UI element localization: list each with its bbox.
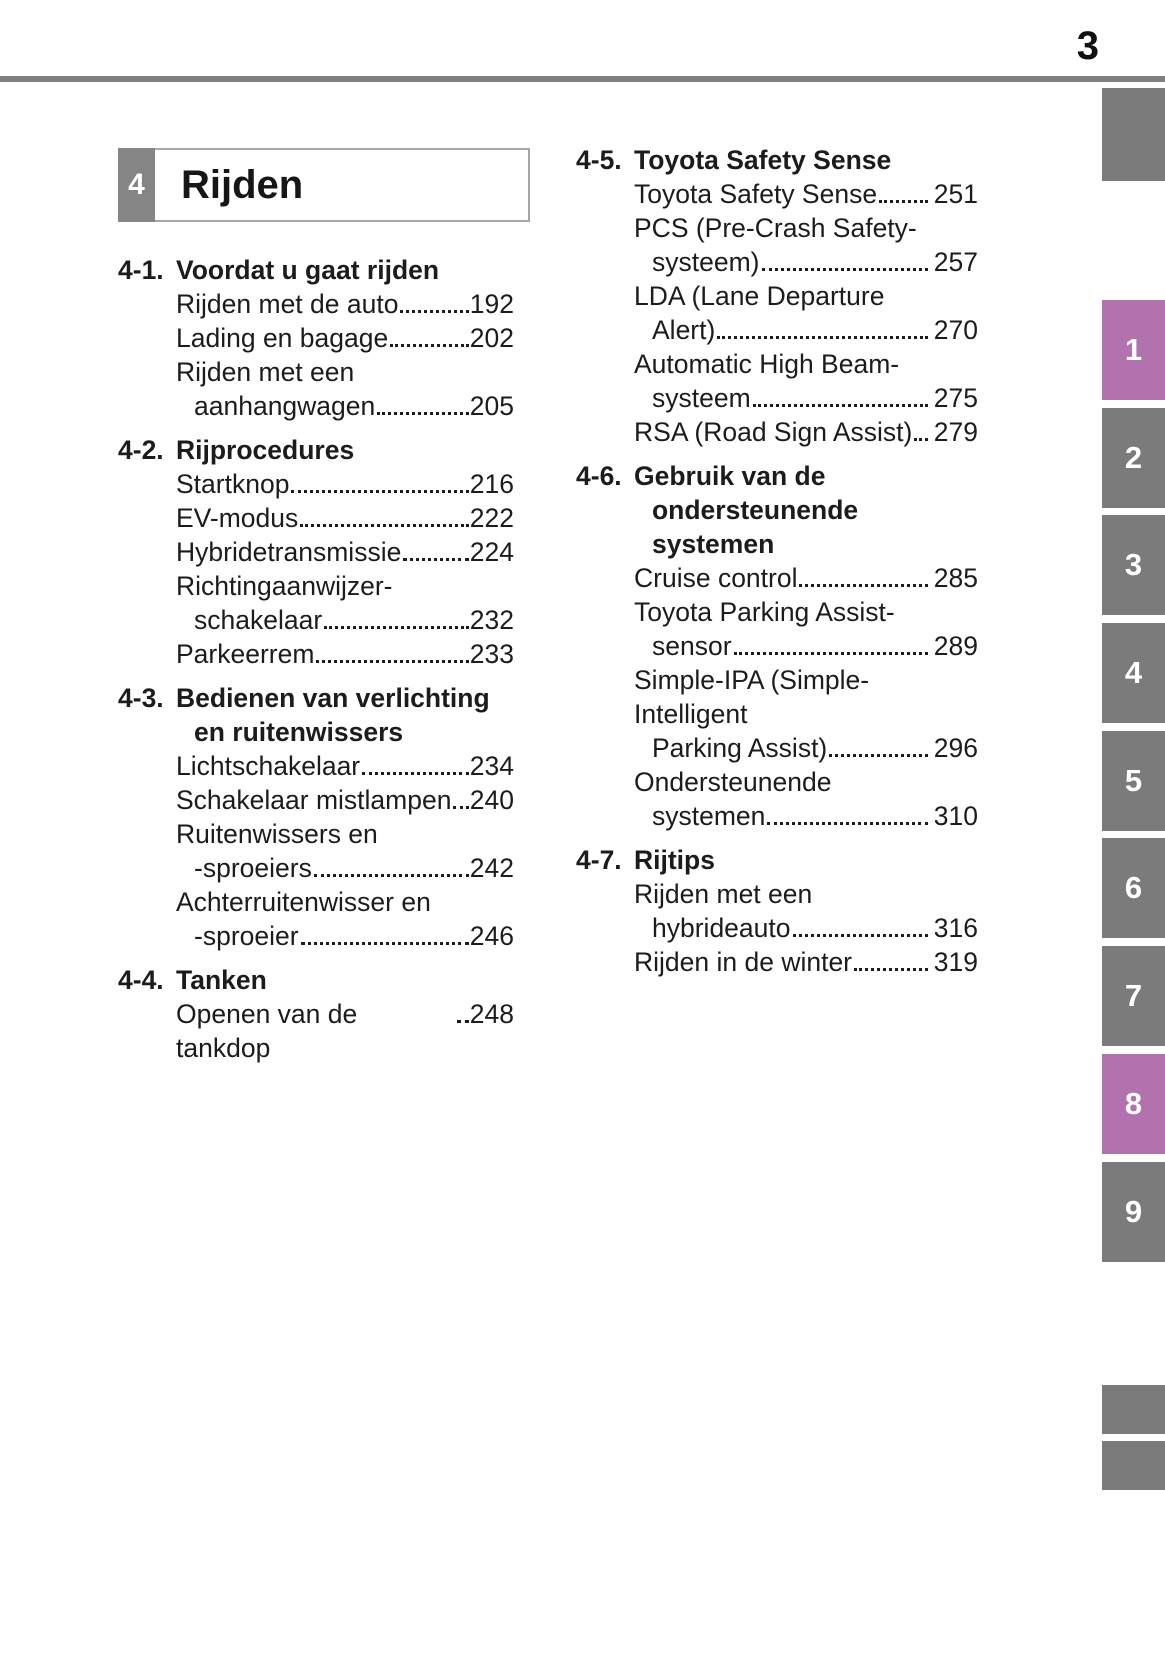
toc-entry <box>176 501 514 535</box>
toc-entry <box>176 997 514 1065</box>
dot-leader <box>400 310 468 313</box>
toc-entry-page: 224 <box>469 537 514 567</box>
section-number: 4-5. <box>576 145 622 175</box>
toc-entry <box>634 561 978 595</box>
section-entries <box>576 561 978 833</box>
toc-entry-page: 289 <box>933 631 978 661</box>
toc-entry-title: Cruise control <box>634 563 798 593</box>
toc-entry-title: Schakelaar mistlampen <box>176 785 452 815</box>
toc-entry <box>176 467 514 501</box>
dot-leader <box>734 652 928 655</box>
section-heading <box>176 963 267 997</box>
toc-entry <box>634 313 978 347</box>
dot-leader <box>793 934 928 937</box>
section-number: 4-6. <box>576 461 622 491</box>
toc-entry-page: 242 <box>469 853 514 883</box>
side-tab-blank-bottom <box>1102 1441 1165 1490</box>
section-heading-line: Toyota Safety Sense <box>634 145 892 175</box>
toc-entry-title: hybrideauto <box>652 913 791 943</box>
toc-entry-page: 251 <box>933 179 978 209</box>
toc-entry <box>634 177 978 211</box>
side-tab-9 <box>1102 1162 1165 1262</box>
toc-entry-title: Alert) <box>652 315 716 345</box>
toc-entry <box>176 749 514 783</box>
toc-entry-title-line: Automatic High Beam- <box>634 349 900 379</box>
toc-entry-page: 234 <box>469 751 514 781</box>
section-heading-line: Rijprocedures <box>176 435 355 465</box>
section-entries <box>118 749 514 953</box>
section-heading-line: Tanken <box>176 965 267 995</box>
section-heading <box>634 843 715 877</box>
side-tab-3 <box>1102 515 1165 615</box>
toc-right-column <box>576 143 978 989</box>
toc-section <box>576 843 978 979</box>
dot-leader <box>457 1020 469 1023</box>
toc-section <box>118 253 514 423</box>
toc-entry-title: systeem <box>652 383 751 413</box>
toc-entry-title: Openen van de tankdop <box>176 999 358 1063</box>
chapter-title: Rijden <box>181 162 304 207</box>
toc-entry-page: 246 <box>469 921 514 951</box>
side-tab-2 <box>1102 408 1165 508</box>
section-number: 4-1. <box>118 255 164 285</box>
top-rule <box>0 76 1165 82</box>
toc-entry-title: EV-modus <box>176 503 299 533</box>
toc-entry <box>634 731 978 765</box>
section-number: 4-3. <box>118 683 164 713</box>
side-tab-label: 2 <box>1124 440 1143 475</box>
dot-leader <box>799 584 927 587</box>
toc-entry-page: 257 <box>933 247 978 277</box>
toc-entry <box>634 945 978 979</box>
toc-entry-page: 296 <box>933 733 978 763</box>
dot-leader <box>453 806 468 809</box>
toc-entry-page: 248 <box>469 999 514 1029</box>
section-heading <box>176 253 439 287</box>
section-heading-line: en ruitenwissers <box>194 717 404 747</box>
section-heading-line: ondersteunende systemen <box>652 495 859 559</box>
toc-entry-title: schakelaar <box>194 605 323 635</box>
side-tab-label: 6 <box>1124 870 1143 905</box>
toc-entry-page: 205 <box>469 391 514 421</box>
toc-entry-page: 192 <box>469 289 514 319</box>
toc-entry-title: Startknop <box>176 469 290 499</box>
toc-entry-title: Parking Assist) <box>652 733 828 763</box>
section-number: 4-4. <box>118 965 164 995</box>
side-tab-label: 9 <box>1124 1194 1143 1229</box>
side-tab-label: 8 <box>1124 1086 1143 1121</box>
toc-entry <box>634 799 978 833</box>
toc-entry-page: 202 <box>469 323 514 353</box>
dot-leader <box>854 968 928 971</box>
toc-section <box>118 681 514 953</box>
section-heading-line: Gebruik van de <box>634 461 826 491</box>
dot-leader <box>753 404 928 407</box>
toc-entry-page: 310 <box>933 801 978 831</box>
section-entries <box>118 467 514 671</box>
toc-entry-title: systeem) <box>652 247 760 277</box>
toc-entry-title: Rijden met de auto <box>176 289 399 319</box>
side-tab-7 <box>1102 946 1165 1046</box>
toc-entry-page: 270 <box>933 315 978 345</box>
toc-entry-page: 285 <box>933 563 978 593</box>
toc-entry <box>176 919 514 953</box>
section-number: 4-2. <box>118 435 164 465</box>
dot-leader <box>301 942 469 945</box>
dot-leader <box>314 874 469 877</box>
section-entries <box>576 877 978 979</box>
toc-entry-title-line: Rijden met een <box>634 879 813 909</box>
toc-entry-title-line: Ruitenwissers en <box>176 819 378 849</box>
dot-leader <box>914 438 927 441</box>
toc-entry <box>634 415 978 449</box>
toc-entry-title: aanhangwagen <box>194 391 376 421</box>
chapter-number-badge: 4 <box>118 148 155 222</box>
toc-entry-title: Hybridetransmissie <box>176 537 402 567</box>
dot-leader <box>291 490 468 493</box>
toc-entry-page: 216 <box>469 469 514 499</box>
toc-entry-page: 222 <box>469 503 514 533</box>
toc-entry <box>634 381 978 415</box>
toc-left-column <box>118 253 514 1075</box>
toc-entry-title: Lichtschakelaar <box>176 751 361 781</box>
toc-entry-title: Toyota Safety Sense <box>634 179 878 209</box>
section-heading <box>634 143 891 177</box>
toc-entry <box>634 911 978 945</box>
side-tab-1 <box>1102 300 1165 400</box>
section-heading <box>634 459 978 561</box>
toc-entry-title-line: Ondersteunende <box>634 767 832 797</box>
toc-section <box>576 459 978 833</box>
side-tab-8 <box>1102 1054 1165 1154</box>
dot-leader <box>300 524 469 527</box>
side-tab-blank-bottom <box>1102 1385 1165 1434</box>
toc-entry-title-line: LDA (Lane Departure <box>634 281 885 311</box>
toc-entry <box>176 389 514 423</box>
dot-leader <box>316 660 468 663</box>
toc-entry <box>634 629 978 663</box>
side-tab-label: 4 <box>1124 655 1143 690</box>
toc-entry-page: 279 <box>933 417 978 447</box>
toc-entry <box>176 851 514 885</box>
side-tab-5 <box>1102 731 1165 831</box>
section-entries <box>118 997 514 1065</box>
section-entries <box>576 177 978 449</box>
toc-entry-page: 275 <box>933 383 978 413</box>
page-number: 3 <box>1076 24 1099 68</box>
section-number: 4-7. <box>576 845 622 875</box>
toc-section <box>118 433 514 671</box>
toc-entry-title-line: Rijden met een <box>176 357 355 387</box>
dot-leader <box>390 344 469 347</box>
toc-entry <box>176 783 514 817</box>
toc-section <box>118 963 514 1065</box>
dot-leader <box>362 772 469 775</box>
dot-leader <box>767 822 927 825</box>
dot-leader <box>762 268 928 271</box>
side-tab-label: 5 <box>1124 763 1143 798</box>
dot-leader <box>829 754 928 757</box>
dot-leader <box>403 558 468 561</box>
side-tab-label: 3 <box>1124 547 1143 582</box>
side-tab-label: 7 <box>1124 978 1143 1013</box>
toc-entry <box>634 245 978 279</box>
toc-entry-title-line: Achterruitenwisser en <box>176 887 431 917</box>
dot-leader <box>879 200 928 203</box>
toc-entry-title: systemen <box>652 801 766 831</box>
toc-entry-title: RSA (Road Sign Assist) <box>634 417 913 447</box>
dot-leader <box>717 336 927 339</box>
toc-entry <box>176 287 514 321</box>
toc-entry-title: Lading en bagage <box>176 323 389 353</box>
chapter-box <box>118 148 530 222</box>
toc-entry <box>176 637 514 671</box>
toc-entry <box>176 321 514 355</box>
section-heading-line: Bedienen van verlichting <box>176 683 490 713</box>
toc-entry-title: -sproeiers <box>194 853 312 883</box>
section-heading-line: Voordat u gaat rijden <box>176 255 440 285</box>
toc-entry-title-line: Toyota Parking Assist- <box>634 597 895 627</box>
toc-entry-title: Parkeerrem <box>176 639 315 669</box>
section-entries <box>118 287 514 423</box>
side-tab-label: 1 <box>1124 332 1143 367</box>
toc-entry <box>176 535 514 569</box>
side-tab-6 <box>1102 838 1165 938</box>
toc-entry-title: Rijden in de winter <box>634 947 853 977</box>
side-tab-blank-top <box>1102 88 1165 181</box>
toc-entry-title-line: Richtingaanwijzer- <box>176 571 393 601</box>
toc-entry-page: 233 <box>469 639 514 669</box>
toc-entry-page: 232 <box>469 605 514 635</box>
section-heading <box>176 681 490 749</box>
toc-entry-page: 240 <box>469 785 514 815</box>
dot-leader <box>377 412 469 415</box>
toc-entry-page: 319 <box>933 947 978 977</box>
toc-entry-title: sensor <box>652 631 732 661</box>
toc-entry-page: 316 <box>933 913 978 943</box>
section-heading <box>176 433 354 467</box>
dot-leader <box>324 626 469 629</box>
toc-entry-title-line: Simple-IPA (Simple-Intelligent <box>634 665 870 729</box>
section-heading-line: Rijtips <box>634 845 715 875</box>
toc-entry-title-line: PCS (Pre-Crash Safety- <box>634 213 917 243</box>
toc-entry <box>176 603 514 637</box>
side-tab-4 <box>1102 623 1165 723</box>
toc-entry-title: -sproeier <box>194 921 299 951</box>
toc-section <box>576 143 978 449</box>
